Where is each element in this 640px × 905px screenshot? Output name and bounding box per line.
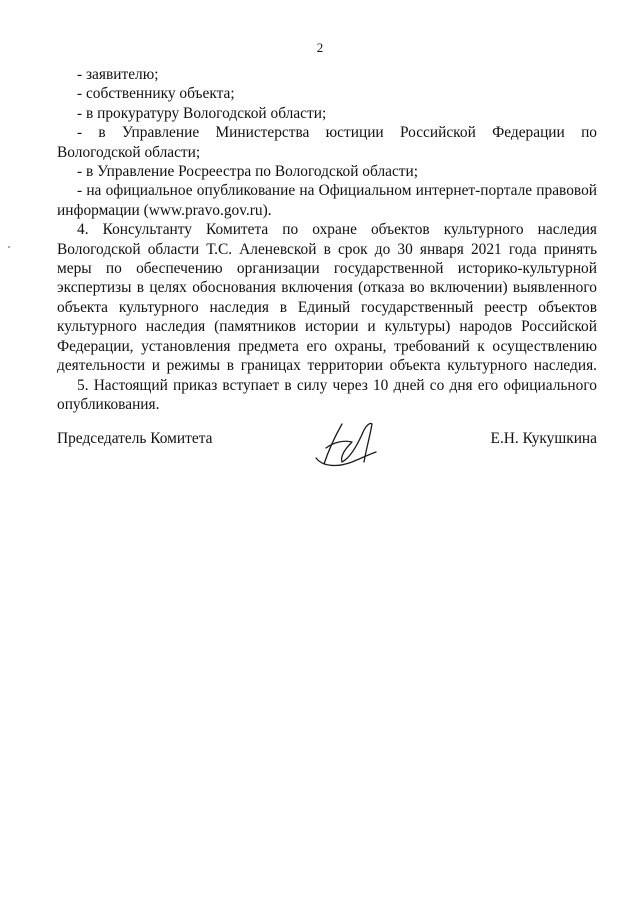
text-line: экспертизы в целях обоснования включения (отказа во включении) выявленного — [57, 279, 597, 297]
signer-name: Е.Н. Кукушкина — [490, 430, 597, 447]
signer-title: Председатель Комитета — [57, 430, 213, 447]
text-line: - собственнику объекта; — [77, 85, 235, 103]
scan-mark — [8, 246, 10, 248]
text-line: Федерации, установления предмета его охраны, требований к осуществлению — [57, 337, 597, 355]
text-line: - заявителю; — [77, 66, 159, 83]
text-line: объекта культурного наследия в Единый государственный реестр объектов — [57, 298, 597, 316]
text-line: - на официальное опубликование на Официальном интернет-портале правовой — [77, 182, 597, 200]
text-line: 5. Настоящий приказ вступает в силу через 10 дней со дня его официального — [77, 376, 597, 394]
text-line: Вологодской области; — [57, 143, 201, 161]
text-line: 4. Консультанту Комитета по охране объектов культурного наследия — [77, 221, 597, 239]
text-line: - в Управление Росреестра по Вологодской области; — [77, 163, 419, 181]
signature-block — [57, 418, 597, 478]
document-body — [57, 65, 597, 414]
handwritten-signature — [312, 418, 382, 470]
text-line: - в Управление Министерства юстиции Российской Федерации по — [77, 124, 597, 142]
page-number: 2 — [316, 40, 324, 55]
text-line: меры по обеспечению организации государственной историко-культурной — [57, 260, 597, 278]
text-line: опубликования. — [57, 395, 160, 413]
text-line: деятельности и режимы в границах территории объекта культурного наследия. — [57, 357, 597, 375]
text-line: - в прокуратуру Вологодской области; — [77, 104, 327, 122]
text-line: информации (www.pravo.gov.ru). — [57, 201, 272, 219]
text-line: Вологодской области Т.С. Аленевской в срок до 30 января 2021 года принять — [57, 240, 597, 258]
text-line: культурного наследия (памятников истории и культуры) народов Российской — [57, 318, 597, 336]
